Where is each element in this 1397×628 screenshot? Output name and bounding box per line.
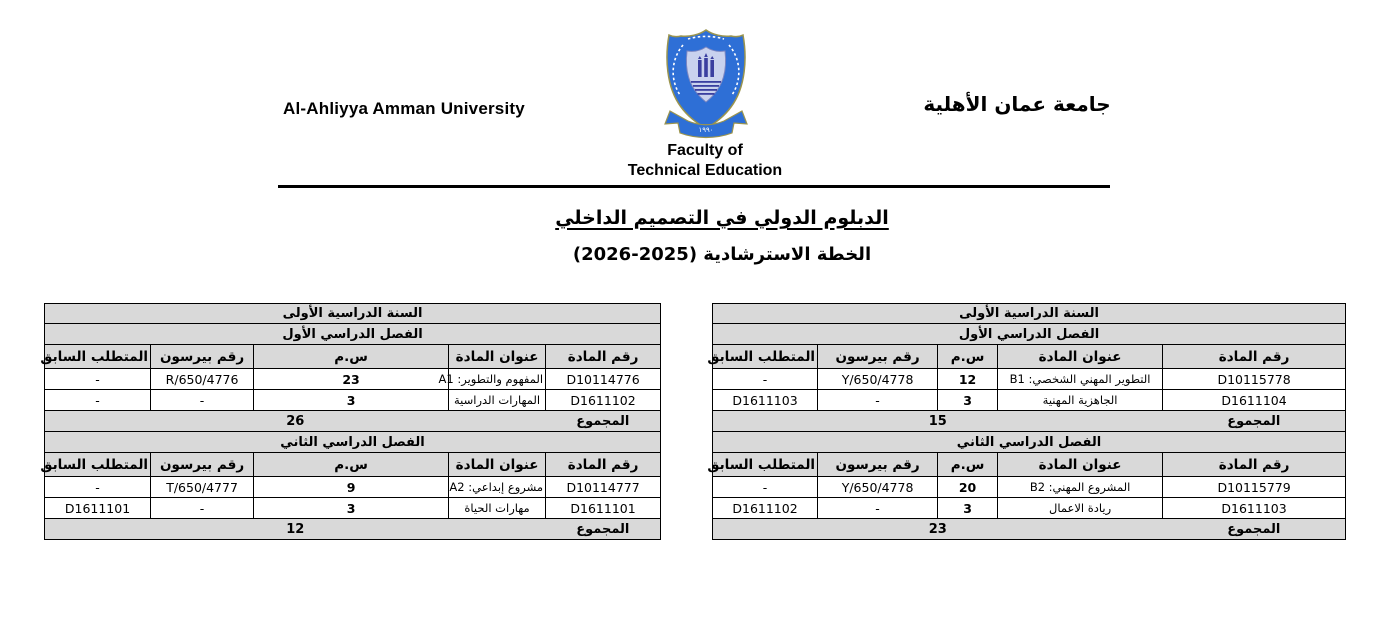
total-row <box>45 411 661 432</box>
col-header-credits: س.م <box>254 345 449 369</box>
university-logo <box>650 27 762 141</box>
pearson-code-cell: - <box>151 390 254 411</box>
faculty-name <box>595 141 815 181</box>
semester-header-cell: الفصل الدراسي الأول <box>713 324 1346 345</box>
course-title-cell: الجاهزية المهنية <box>998 390 1163 411</box>
year-header-cell: السنة الدراسية الأولى <box>713 304 1346 324</box>
col-header-prerequisite: المتطلب السابق <box>713 345 818 369</box>
prerequisite-cell: - <box>45 369 151 390</box>
credits-cell: 20 <box>938 477 998 498</box>
credits-cell: 3 <box>254 390 449 411</box>
total-value-cell: 26 <box>45 411 546 432</box>
course-title-cell: المهارات الدراسية <box>449 390 546 411</box>
col-header-course-code: رقم المادة <box>546 345 661 369</box>
course-title-cell: المشروع المهني: B2 <box>998 477 1163 498</box>
prerequisite-cell: - <box>713 369 818 390</box>
course-title-cell: التطوير المهني الشخصي: B1 <box>998 369 1163 390</box>
course-row <box>713 477 1346 498</box>
col-header-pearson-number: رقم بيرسون <box>151 453 254 477</box>
total-row <box>713 519 1346 540</box>
col-header-course-title: عنوان المادة <box>998 453 1163 477</box>
course-title-cell: ريادة الاعمال <box>998 498 1163 519</box>
course-code-cell: D1611102 <box>546 390 661 411</box>
credits-cell: 3 <box>938 498 998 519</box>
col-header-credits: س.م <box>938 345 998 369</box>
total-row <box>45 519 661 540</box>
credits-cell: 23 <box>254 369 449 390</box>
year-header-cell: السنة الدراسية الأولى <box>45 304 661 324</box>
total-label-cell: المجموع <box>546 411 661 432</box>
faculty-line-2: Technical Education <box>627 162 783 179</box>
prerequisite-cell: D1611102 <box>713 498 818 519</box>
course-code-cell: D10114776 <box>546 369 661 390</box>
study-plan-table-left-grid <box>40 303 661 540</box>
prerequisite-cell: - <box>45 477 151 498</box>
course-row <box>45 498 661 519</box>
total-label-cell: المجموع <box>1163 411 1346 432</box>
program-title: الدبلوم الدولي في التصميم الداخلي <box>555 207 889 229</box>
col-header-credits: س.م <box>254 453 449 477</box>
col-header-pearson-number: رقم بيرسون <box>151 345 254 369</box>
pearson-code-cell: - <box>818 498 938 519</box>
col-header-course-title: عنوان المادة <box>449 345 546 369</box>
col-header-course-code: رقم المادة <box>1163 453 1346 477</box>
credits-cell: 12 <box>938 369 998 390</box>
faculty-line-1: Faculty of <box>667 142 743 159</box>
prerequisite-cell: - <box>45 390 151 411</box>
university-name-arabic: جامعة عمان الأهلية <box>923 92 1111 116</box>
pearson-code-cell: Y/650/4778 <box>818 477 938 498</box>
course-code-cell: D10114777 <box>546 477 661 498</box>
course-row <box>713 369 1346 390</box>
pearson-code-cell: T/650/4777 <box>151 477 254 498</box>
course-row <box>713 390 1346 411</box>
header-divider <box>278 185 1110 188</box>
col-header-course-code: رقم المادة <box>1163 345 1346 369</box>
course-code-cell: D1611103 <box>1163 498 1346 519</box>
credits-cell: 3 <box>254 498 449 519</box>
total-label-cell: المجموع <box>1163 519 1346 540</box>
col-header-course-title: عنوان المادة <box>998 345 1163 369</box>
col-header-pearson-number: رقم بيرسون <box>818 453 938 477</box>
col-header-prerequisite: المتطلب السابق <box>45 453 151 477</box>
total-label-cell: المجموع <box>546 519 661 540</box>
study-plan-table-right-grid <box>707 303 1346 540</box>
course-title-cell: مهارات الحياة <box>449 498 546 519</box>
study-plan-table-left <box>40 303 660 540</box>
course-row <box>713 498 1346 519</box>
course-row <box>45 369 661 390</box>
semester-header-cell: الفصل الدراسي الأول <box>45 324 661 345</box>
course-code-cell: D1611104 <box>1163 390 1346 411</box>
semester-header-cell: الفصل الدراسي الثاني <box>45 432 661 453</box>
course-row <box>45 390 661 411</box>
col-header-course-title: عنوان المادة <box>449 453 546 477</box>
pearson-code-cell: - <box>818 390 938 411</box>
prerequisite-cell: D1611103 <box>713 390 818 411</box>
course-code-cell: D10115779 <box>1163 477 1346 498</box>
university-name-english: Al-Ahliyya Amman University <box>283 99 525 118</box>
col-header-prerequisite: المتطلب السابق <box>713 453 818 477</box>
course-title-cell: المفهوم والتطوير: A1 <box>449 369 546 390</box>
col-header-pearson-number: رقم بيرسون <box>818 345 938 369</box>
pearson-code-cell: R/650/4776 <box>151 369 254 390</box>
total-row <box>713 411 1346 432</box>
total-value-cell: 15 <box>713 411 1163 432</box>
course-code-cell: D1611101 <box>546 498 661 519</box>
credits-cell: 9 <box>254 477 449 498</box>
semester-header-cell: الفصل الدراسي الثاني <box>713 432 1346 453</box>
study-plan-table-right <box>707 303 1345 540</box>
total-value-cell: 12 <box>45 519 546 540</box>
course-title-cell: مشروع إبداعي: A2 <box>449 477 546 498</box>
university-shield-icon <box>650 27 762 141</box>
col-header-course-code: رقم المادة <box>546 453 661 477</box>
plan-subtitle: الخطة الاسترشادية (2025-2026) <box>572 244 872 265</box>
col-header-credits: س.م <box>938 453 998 477</box>
logo-ribbon-year: ١٩٩٠ <box>698 126 714 134</box>
credits-cell: 3 <box>938 390 998 411</box>
total-value-cell: 23 <box>713 519 1163 540</box>
col-header-prerequisite: المتطلب السابق <box>45 345 151 369</box>
pearson-code-cell: - <box>151 498 254 519</box>
course-row <box>45 477 661 498</box>
pearson-code-cell: Y/650/4778 <box>818 369 938 390</box>
prerequisite-cell: - <box>713 477 818 498</box>
course-code-cell: D10115778 <box>1163 369 1346 390</box>
prerequisite-cell: D1611101 <box>45 498 151 519</box>
